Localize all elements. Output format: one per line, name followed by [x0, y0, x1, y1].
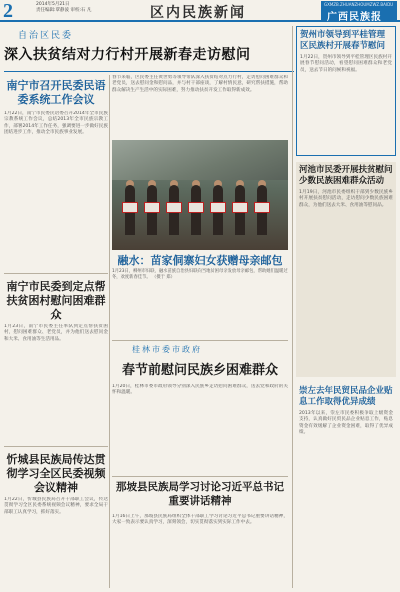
middle-bottom-rule: [112, 476, 288, 477]
right-column-rule: [292, 26, 293, 588]
middle-kicker: 桂林市委市政府: [132, 345, 202, 354]
masthead-url: GXMZB.ZHUANZHOUMZWZ.BAIDU: [324, 2, 394, 7]
left-article-1-body: 1月22日，南宁市民委民语委召开2014年全市民族宗教系统工作会议，总结2013年全市民族宗教工作，部署2014年工作任务，强调要进一步做好民族团结进步工作，推动全市民族事业发展。: [4, 111, 108, 136]
middle-headline: 春节前慰问民族乡困难群众: [121, 363, 278, 378]
lead-divider: [4, 71, 294, 72]
left-divider-2: [4, 446, 108, 447]
left-article-2-body: 1月23日，南宁市民委主任率队到定点帮扶贫困村，慰问困难群众、老党员，并为他们送去慰问金和大米、食用油等生活用品。: [4, 324, 108, 342]
photo-credit: （摄于 郑）: [152, 275, 175, 280]
bottom-middle-story: [112, 480, 288, 582]
left-article-2-title: 南宁市民委到定点帮扶贫困村慰问困难群众: [6, 280, 106, 321]
left-article-3-body: 1月22日，忻城县民族局召开干部职工会议，传达贯彻学习全区民委系统视频会议精神，要求全局干部职工认真学习，抓好落实。: [4, 497, 108, 515]
photo-caption-text: 1月23日，柳州市妇联、融水苗族自治县妇联向当地贫困母亲发放母亲邮包，帮助她们温暖过冬，欢度新春佳节。: [112, 269, 288, 280]
header-date-block: [36, 2, 91, 14]
right-article-3-body: 2013年以来，崇左市民委积极争取上级资金支持，认真做好民贸民品企业贴息工作，贴息资金有效缓解了企业资金困难，取得了优异成绩。: [299, 411, 393, 436]
right-column: [296, 26, 396, 588]
page-number: 2: [3, 0, 13, 22]
right-article-1-title: 贺州市领导到平桂管理区民族村开展春节慰问: [300, 30, 386, 51]
right-article-2-body: 1月19日，河池市民委组织干部到少数民族乡村开展扶贫慰问活动，走访慰问少数民族困难群众，为他们送去大米、食用油等慰问品。: [299, 190, 393, 208]
left-article-1-title: 南宁市召开民委民语委系统工作会议: [6, 79, 106, 106]
right-article-1-body: 1月22日，贺州市领导到平桂管理区民族村开展春节慰问活动，看望慰问困难群众和老党员，送去节日的问候和祝福。: [300, 55, 392, 73]
photo-mountains: [112, 140, 288, 180]
lead-body: 春节来临，区民委主任黄世勇等领导带队深入扶贫结对点力行村，走访慰问困难群众和老党员，送去慰问金和慰问品，并与村干部座谈，了解村情民意，研究帮扶措施，帮助群众解决生产生活中的实际困难，努力推动扶贫开发工作取得新成效。: [112, 75, 288, 93]
right-article-1: [296, 26, 396, 156]
news-photo: [112, 140, 288, 250]
masthead-logo: [321, 1, 397, 23]
paper-name: 广西民族报: [327, 12, 382, 23]
middle-body: 1月20日，桂林市委市政府领导分别深入民族乡走访慰问困难群众，送去党和政府的关怀和温暖。: [112, 384, 288, 396]
right-article-3-title: 崇左去年民贸民品企业贴息工作取得优异成绩: [299, 386, 393, 407]
left-article-3-title: 忻城县民族局传达贯彻学习全区民委视频会议精神: [6, 453, 106, 494]
editors-line: 责任编辑:覃静波 审校:石 凡: [36, 8, 92, 13]
lead-headline: 深入扶贫结对力行村开展新春走访慰问: [4, 47, 251, 63]
page-header: [0, 0, 400, 22]
right-article-2-title: 河池市民委开展扶贫慰问少数民族困难群众活动: [299, 165, 393, 186]
right-article-3: [296, 383, 396, 583]
right-article-2: [296, 162, 396, 377]
middle-top-rule: [112, 340, 288, 341]
left-divider-1: [4, 273, 108, 274]
left-column: [4, 75, 108, 588]
photo-caption: [112, 269, 288, 281]
photo-caption-title: 融水：苗家侗寨妇女获赠母亲邮包: [117, 254, 283, 267]
left-column-rule: [109, 75, 110, 588]
lead-story: [4, 28, 294, 64]
middle-story: [112, 344, 288, 464]
bottom-middle-headline: 那坡县民族局学习讨论习近平总书记重要讲话精神: [116, 481, 284, 507]
section-title: 区内民族新闻: [150, 5, 246, 21]
bottom-middle-body: 1月16日上午，那坡县民族局组织全体干部职工学习讨论习近平总书记重要讲话精神，大家一致表示要认真学习，深刻领会，切实贯彻落实到实际工作中去。: [112, 514, 288, 526]
lead-kicker: 自治区民委: [18, 31, 74, 41]
issue-date: 2014年5月21日: [36, 2, 70, 7]
